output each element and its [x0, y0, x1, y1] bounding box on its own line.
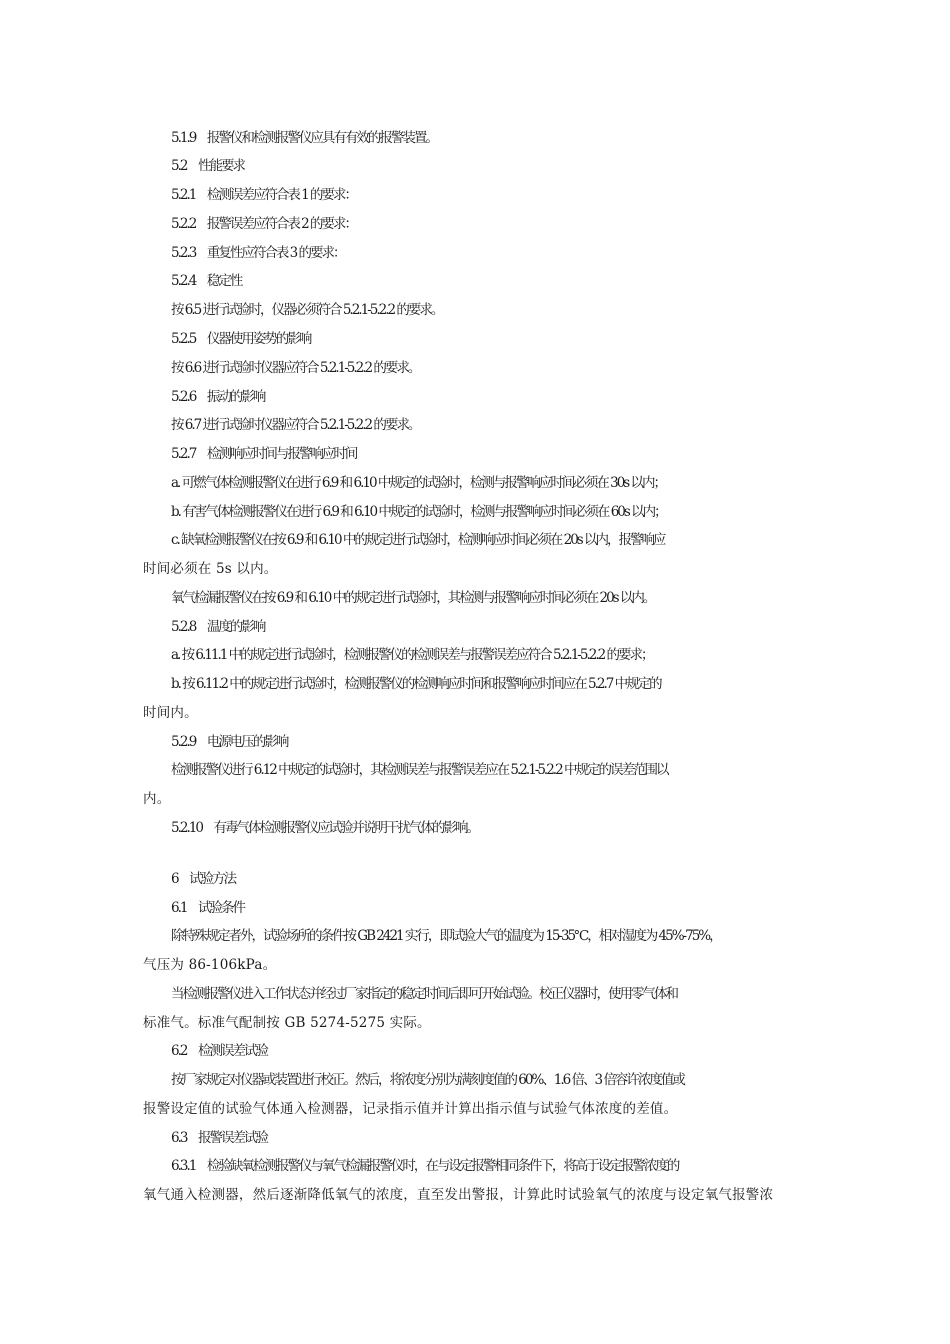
item-5-2-7-a: a. 可燃气体检测报警仪在进行 6.9 和 6.10 中规定的试验时，检测与报警响应时间必须在 30s 以内；: [171, 475, 666, 491]
paragraph-oxygen-leak: 氧气检漏报警仪在按 6.9 和 6.10 中的规定进行试验时，其检测与报警响应时间必须在 20s 以内。: [171, 590, 655, 606]
clause-5-2-6: 5.2.6 振动的影响: [171, 389, 265, 405]
paragraph-6-1-a: 除特殊规定者外，试验场所的条件按 GB 2421 实行，即试验大气的温度为 15-35℃，相对湿度为 45%-75%，: [171, 928, 721, 944]
heading-5-2: 5.2 性能要求: [171, 158, 244, 174]
heading-6-2: 6.2 检测误差试验: [171, 1043, 267, 1059]
clause-5-2-7: 5.2.7 检测响应时间与报警响应时间: [171, 446, 357, 462]
item-5-2-7-b: b. 有害气体检测报警仪在进行 6.9 和 6.10 中规定的试验时，检测与报警响应时间必须在 60s 以内；: [171, 504, 666, 520]
paragraph-6-1-b: 当检测报警仪进入工作状态并经过厂家指定的稳定时间后即可开始试验。校正仪器时，使用零气体和: [171, 986, 677, 1002]
clause-5-2-4: 5.2.4 稳定性: [171, 273, 242, 289]
clause-5-2-1: 5.2.1 检测误差应符合表 1 的要求：: [171, 187, 357, 203]
paragraph-5-2-9-continued: 内。: [143, 791, 171, 807]
item-5-2-8-a: a. 按 6.11.1 中的规定进行试验时，检测报警仪的检测误差与报警误差应符合 5.2.1-5.2.2 的要求；: [171, 647, 653, 663]
paragraph-5-2-6: 按 6.7 进行试验时仪器应符合 5.2.1-5.2.2 的要求。: [171, 417, 420, 433]
clause-5-2-5: 5.2.5 仪器使用姿势的影响: [171, 331, 311, 347]
clause-6-3-1: 6.3.1 检验缺氧检测报警仪与氧气检漏报警仪时，在与设定报警相同条件下，将高于设定报警浓度的: [171, 1158, 679, 1174]
heading-6-3: 6.3 报警误差试验: [171, 1130, 267, 1146]
paragraph-6-2-continued: 报警设定值的试验气体通入检测器，记录指示值并计算出指示值与试验气体浓度的差值。: [143, 1101, 678, 1117]
clause-5-2-10: 5.2.10 有毒气体检测报警仪应试验并说明干扰气体的影响。: [171, 820, 478, 836]
paragraph-6-2: 按厂家规定对仪器或装置进行校正。然后，将浓度分别为满刻度值的 60%、1.6 倍、3 倍容许浓度值或: [171, 1072, 684, 1088]
clause-5-2-8: 5.2.8 温度的影响: [171, 619, 265, 635]
item-5-2-8-b: b. 按 6.11.2 中的规定进行试验时，检测报警仪的检测响应时间和报警响应时间应在 5.2.7 中规定的: [171, 676, 661, 692]
item-5-2-7-c-continued: 时间必须在 5s 以内。: [143, 561, 278, 577]
heading-6: 6 试验方法: [171, 871, 236, 887]
heading-6-1: 6.1 试验条件: [171, 900, 244, 916]
paragraph-6-1-b-continued: 标准气。标准气配制按 GB 5274-5275 实际。: [143, 1015, 431, 1031]
paragraph-5-2-9: 检测报警仪进行 6.12 中规定的试验时，其检测误差与报警误差应在 5.2.1-5.2.2 中规定的误差范围以: [171, 762, 668, 778]
clause-5-2-9: 5.2.9 电源电压的影响: [171, 734, 288, 750]
item-5-2-7-c: c. 缺氧检测报警仪在按 6.9 和 6.10 中的规定进行试验时，检测响应时间必须在 20s 以内，报警响应: [171, 532, 665, 548]
clause-5-1-9: 5.1.9 报警仪和检测报警仪应具有有效的报警装置。: [171, 130, 437, 146]
paragraph-6-1-a-continued: 气压为 86-106kPa。: [143, 957, 277, 973]
paragraph-5-2-4: 按 6.5 进行试验时，仪器必须符合 5.2.1-5.2.2 的要求。: [171, 302, 443, 318]
paragraph-5-2-5: 按 6.6 进行试验时仪器应符合 5.2.1-5.2.2 的要求。: [171, 360, 420, 376]
clause-5-2-2: 5.2.2 报警误差应符合表 2 的要求：: [171, 216, 357, 232]
clause-6-3-1-continued: 氧气通入检测器，然后逐渐降低氧气的浓度，直至发出警报，计算此时试验氧气的浓度与设定氧气报警浓: [143, 1187, 774, 1203]
clause-5-2-3: 5.2.3 重复性应符合表 3 的要求：: [171, 245, 345, 261]
item-5-2-8-b-continued: 时间内。: [143, 705, 198, 721]
